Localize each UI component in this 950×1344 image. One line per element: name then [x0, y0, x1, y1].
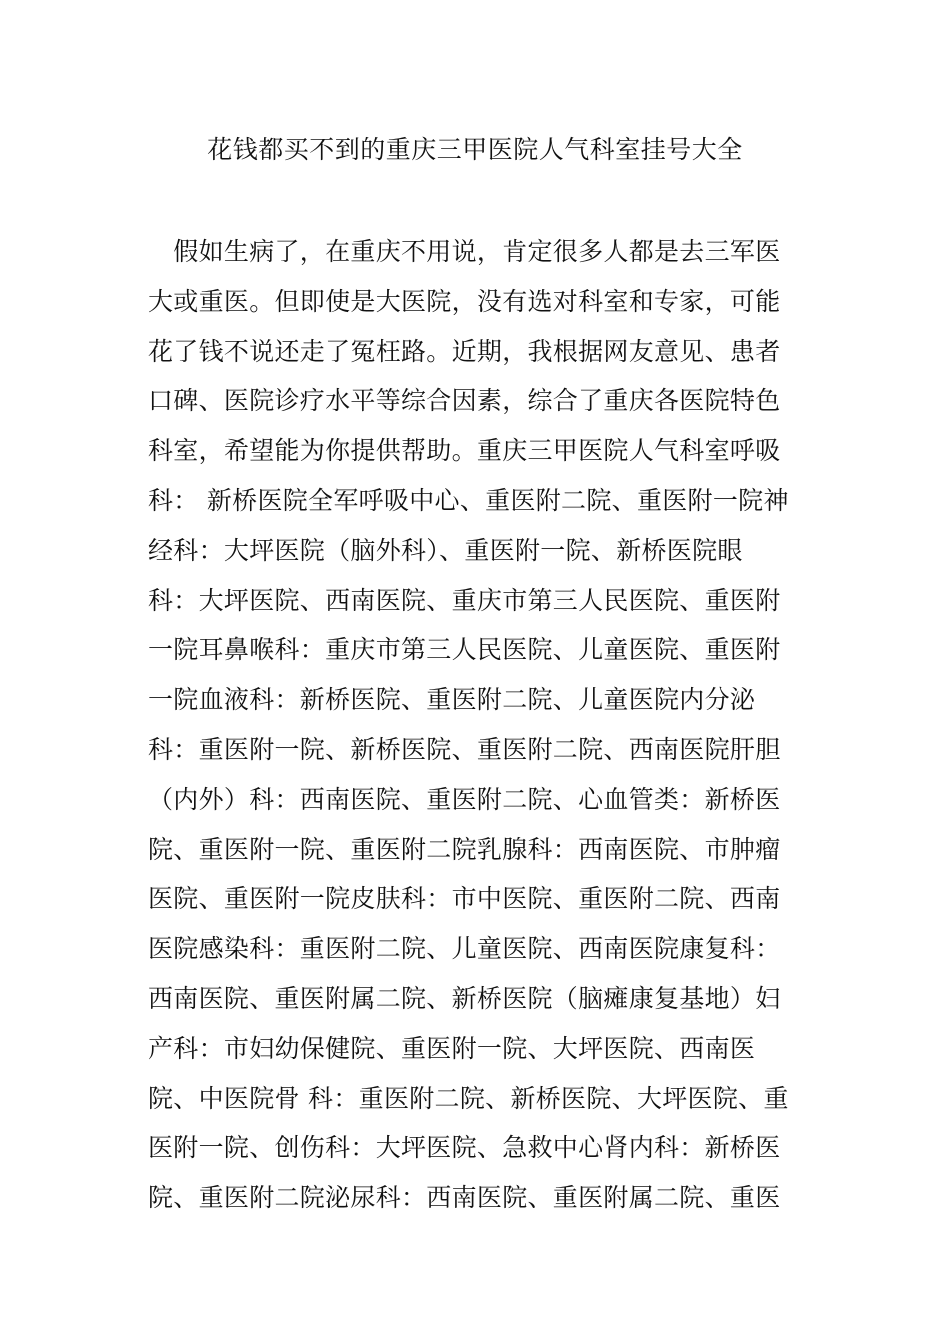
body-line: 院、中医院骨 科：重医附二院、新桥医院、大坪医院、重	[148, 1083, 789, 1113]
body-line: 花了钱不说还走了冤枉路。近期，我根据网友意见、患者	[148, 336, 781, 366]
body-line: 一院血液科：新桥医院、重医附二院、儿童医院内分泌	[148, 685, 756, 715]
document-title: 花钱都买不到的重庆三甲医院人气科室挂号大全	[207, 135, 743, 164]
body-line: 西南医院、重医附属二院、新桥医院（脑瘫康复基地）妇	[148, 983, 781, 1013]
body-line: 科： 新桥医院全军呼吸中心、重医附二院、重医附一院神	[148, 485, 789, 515]
body-line: 大或重医。但即使是大医院，没有选对科室和专家，可能	[148, 286, 781, 316]
body-line: 院、重医附一院、重医附二院乳腺科：西南医院、市肿瘤	[148, 834, 781, 864]
body-line: 经科：大坪医院（脑外科）、重医附一院、新桥医院眼	[148, 535, 743, 565]
document-body	[148, 227, 798, 1223]
body-line: 医院感染科：重医附二院、儿童医院、西南医院康复科：	[148, 934, 781, 964]
body-line: 口碑、医院诊疗水平等综合因素，综合了重庆各医院特色	[148, 386, 781, 416]
body-line: 产科：市妇幼保健院、重医附一院、大坪医院、西南医	[148, 1033, 756, 1063]
body-line: 医附一院、创伤科：大坪医院、急救中心肾内科：新桥医	[148, 1133, 781, 1163]
body-line: 医院、重医附一院皮肤科：市中医院、重医附二院、西南	[148, 884, 781, 914]
body-line: （内外）科：西南医院、重医附二院、心血管类：新桥医	[148, 784, 781, 814]
body-line: 院、重医附二院泌尿科：西南医院、重医附属二院、重医	[148, 1183, 781, 1213]
body-line: 假如生病了，在重庆不用说，肯定很多人都是去三军医	[148, 237, 781, 266]
body-line: 科室，希望能为你提供帮助。重庆三甲医院人气科室呼吸	[148, 436, 781, 466]
body-line: 一院耳鼻喉科：重庆市第三人民医院、儿童医院、重医附	[148, 635, 781, 665]
body-line: 科：重医附一院、新桥医院、重医附二院、西南医院肝胆	[148, 734, 781, 764]
body-line: 科：大坪医院、西南医院、重庆市第三人民医院、重医附	[148, 585, 781, 615]
